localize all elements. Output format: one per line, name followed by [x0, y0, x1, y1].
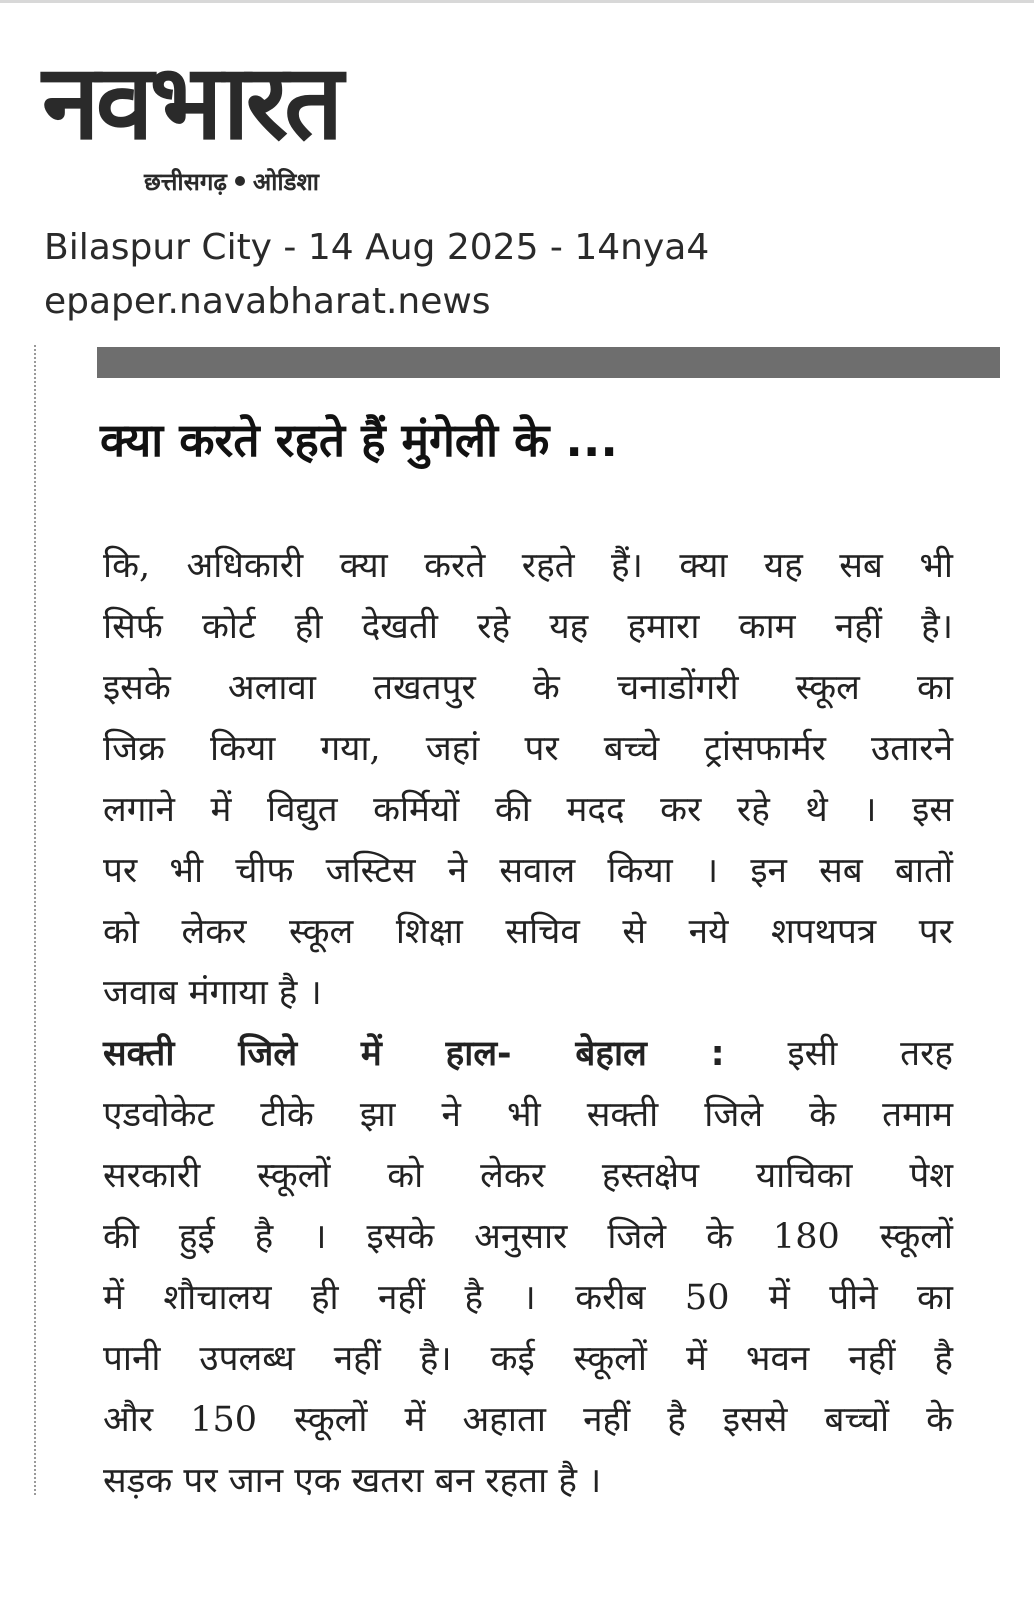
article-line: सरकारी स्कूलों को लेकर हस्तक्षेप याचिका पेश	[103, 1156, 953, 1196]
article-line: एडवोकेट टीके झा ने भी सक्ती जिले के तमाम	[103, 1095, 953, 1135]
article-line: में शौचालय ही नहीं है । करीब 50 में पीने का	[103, 1278, 953, 1318]
edition-regions	[144, 165, 319, 199]
article-line: पर भी चीफ जस्टिस ने सवाल किया । इन सब बातों	[103, 851, 953, 891]
article-line: लगाने में विद्युत कर्मियों की मदद कर रहे थे । इस	[103, 790, 953, 830]
masthead	[34, 40, 542, 205]
bullet-dot-icon	[235, 176, 245, 186]
column-rule	[34, 345, 36, 1495]
epaper-url: epaper.navabharat.news	[44, 281, 491, 322]
article-line: को लेकर स्कूल शिक्षा सचिव से नये शपथपत्र पर	[103, 912, 953, 952]
article-line: कि, अधिकारी क्या करते रहते हैं। क्या यह सब भी	[103, 546, 953, 586]
article-line: जिक्र किया गया, जहां पर बच्चे ट्रांसफार्मर उतारने	[103, 729, 953, 769]
region-chhattisgarh: छत्तीसगढ़	[144, 168, 227, 196]
subhead-continuation: इसी तरह	[787, 1034, 953, 1074]
section-header-bar	[97, 347, 1000, 378]
article-body	[103, 536, 953, 1512]
article-line: इसके अलावा तखतपुर के चनाडोंगरी स्कूल का	[103, 668, 953, 708]
article-line: सड़क पर जान एक खतरा बन रहता है ।	[103, 1461, 602, 1501]
article-headline: क्या करते रहते हैं मुंगेली के ...	[100, 413, 618, 467]
subhead: सक्ती जिले में हाल- बेहाल :	[103, 1034, 725, 1074]
top-border	[0, 0, 1034, 3]
subhead-line	[103, 1024, 953, 1085]
edition-info: Bilaspur City - 14 Aug 2025 - 14nya4	[44, 227, 710, 268]
article-line: जवाब मंगाया है ।	[103, 973, 322, 1013]
newspaper-logo: नवभारत	[42, 41, 340, 163]
article-line: सिर्फ कोर्ट ही देखती रहे यह हमारा काम नहीं है।	[103, 607, 953, 647]
article-line: और 150 स्कूलों में अहाता नहीं है इससे बच्चों के	[103, 1400, 953, 1440]
region-odisha: ओडिशा	[252, 168, 320, 196]
article-line: पानी उपलब्ध नहीं है। कई स्कूलों में भवन नहीं है	[103, 1339, 953, 1379]
article-line: की हुई है । इसके अनुसार जिले के 180 स्कूलों	[103, 1217, 953, 1257]
